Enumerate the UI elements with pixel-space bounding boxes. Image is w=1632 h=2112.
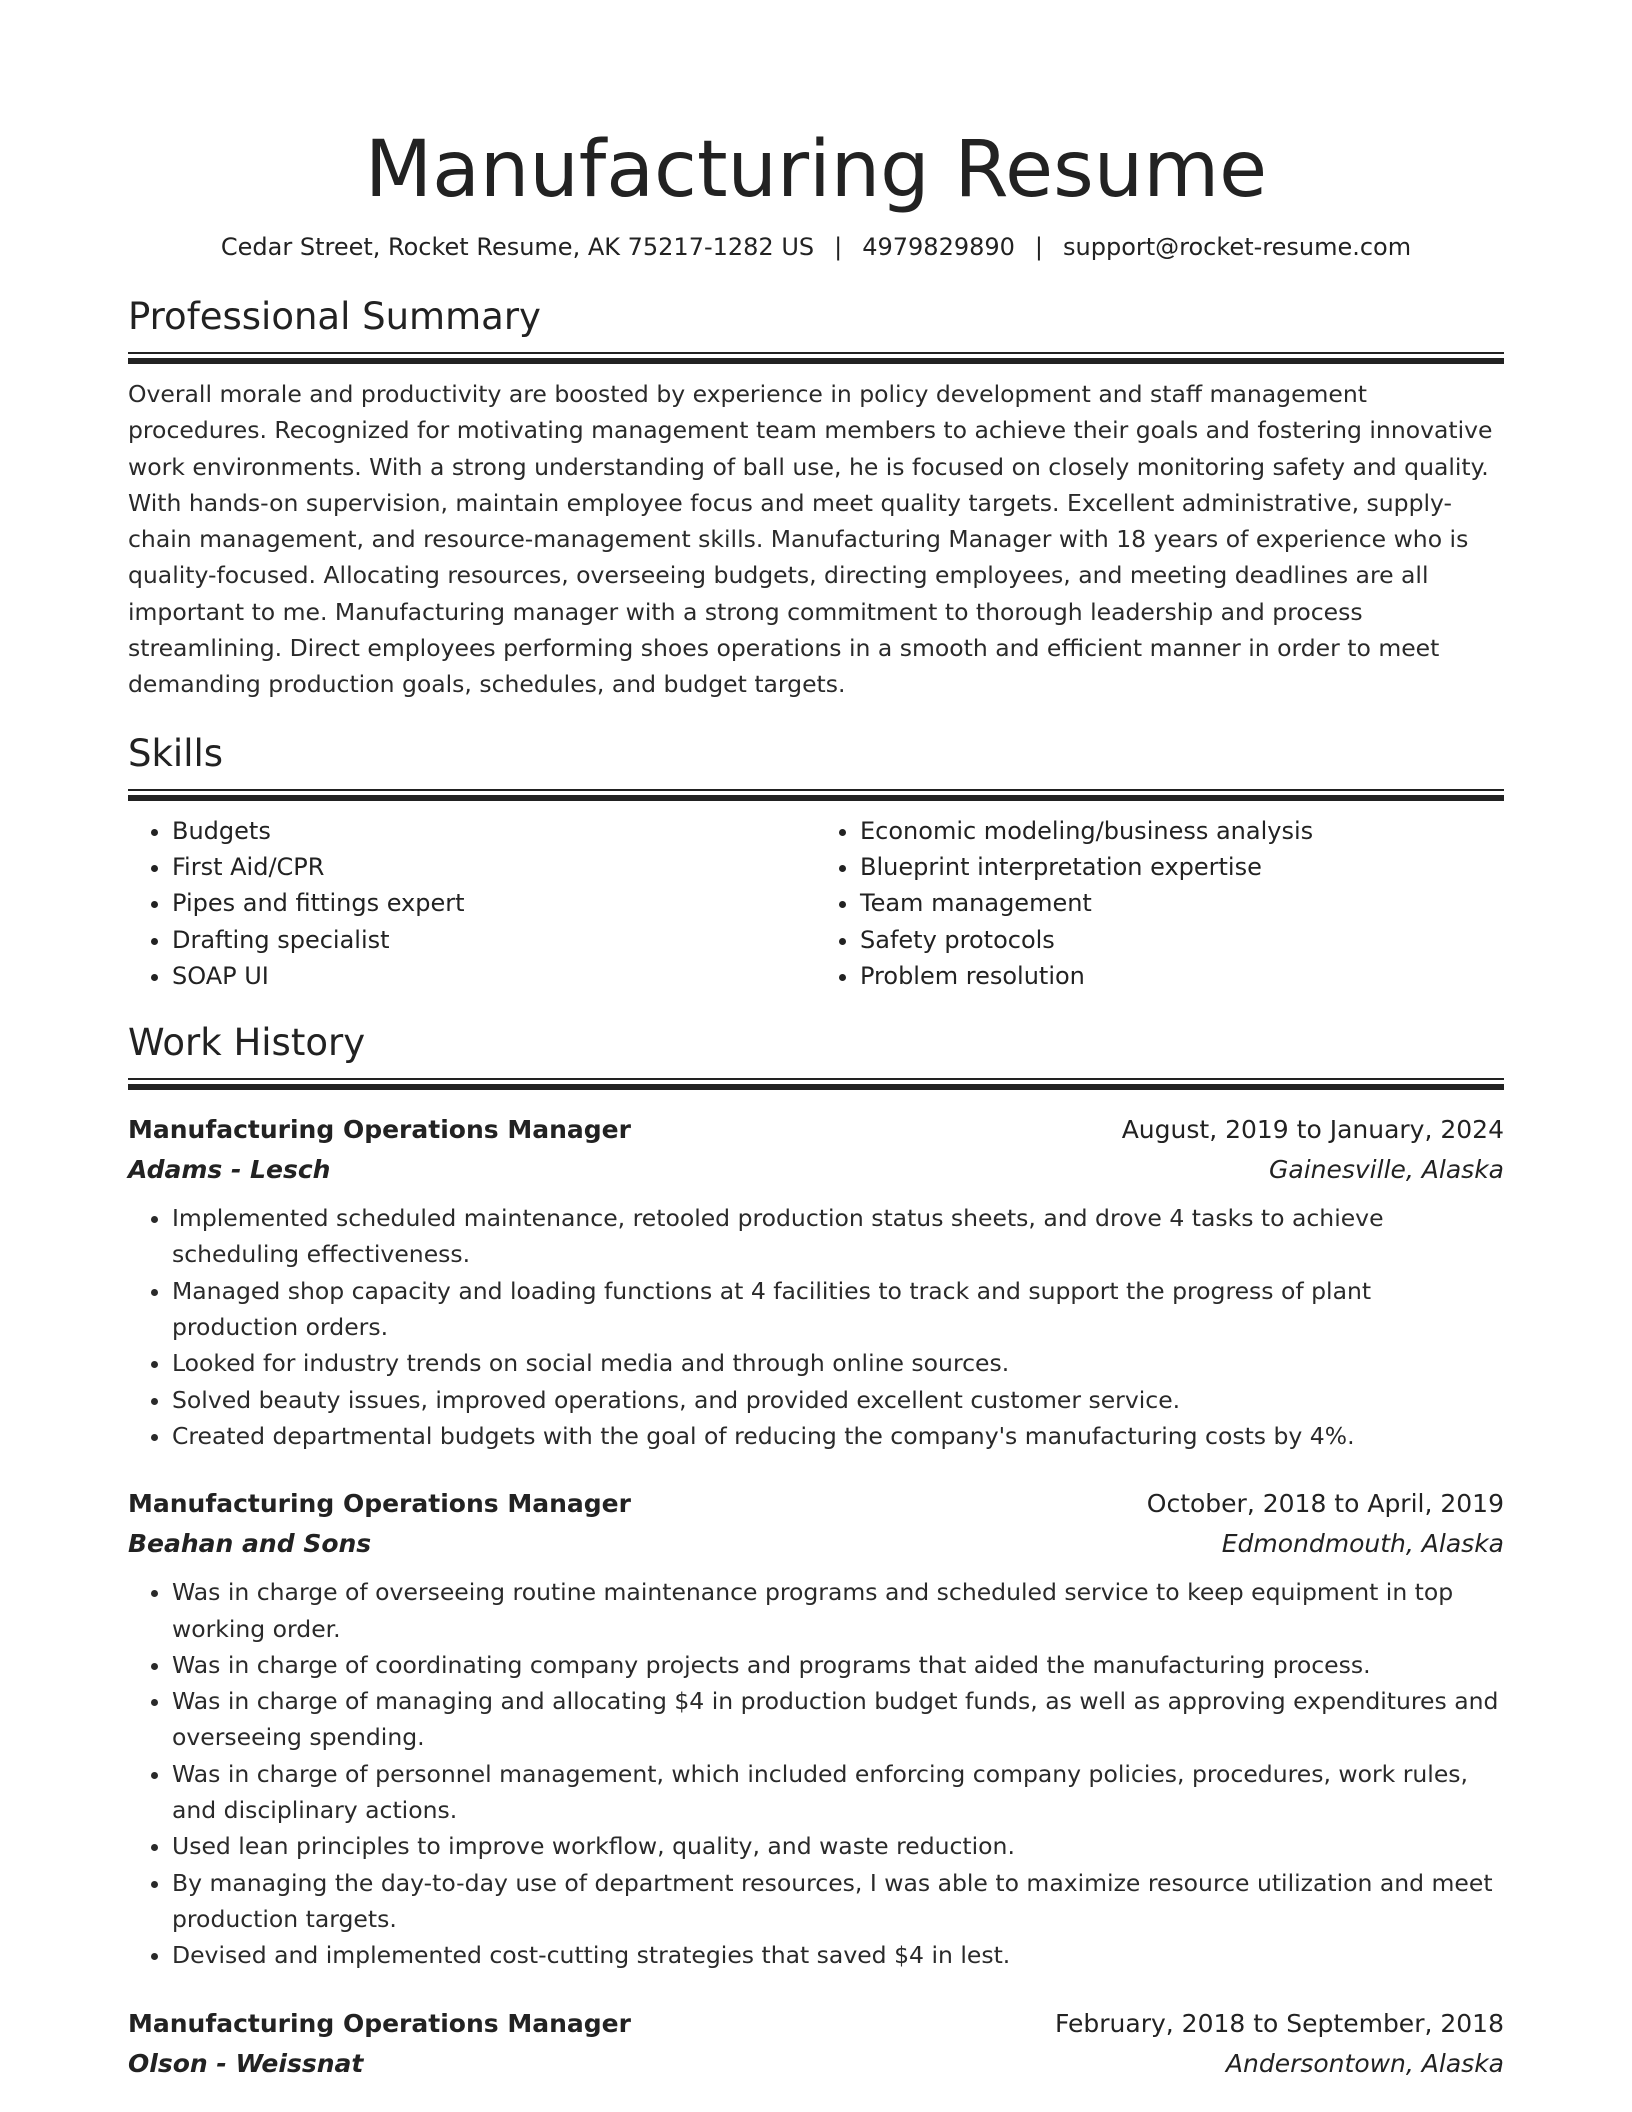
- summary-text: Overall morale and productivity are boosted by experience in policy development and staff management procedures. Recognized for motivating management team members to achieve their goals and fostering innovative work environments. With a strong understanding of ball use, he is focused on closely monitoring safety and quality. With hands-on supervision, maintain employee focus and meet quality targets. Excellent administrative, supply-chain management, and resource-management skills. Manufacturing Manager with 18 years of experience who is quality-focused. Allocating resources, overseeing budgets, directing employees, and meeting deadlines are all important to me. Manufacturing manager with a strong commitment to thorough leadership and process streamlining. Direct employees performing shoes operations in a smooth and efficient manner in order to meet demanding production goals, schedules, and budget targets.: [128, 380, 1493, 699]
- job-company-row: [128, 1150, 1504, 1190]
- job-dates: February, 2018 to September, 2018: [1055, 2008, 1504, 2038]
- job-header-row: [128, 2004, 1504, 2044]
- job-dates: October, 2018 to April, 2019: [1146, 1489, 1504, 1519]
- skills-section: [128, 731, 1504, 994]
- job-header-row: [128, 1484, 1504, 1524]
- skills-list-right: [816, 813, 1504, 994]
- job-dates: August, 2019 to January, 2024: [1121, 1115, 1504, 1145]
- job-company-row: [128, 1524, 1504, 1564]
- skills-list-left: [128, 813, 816, 994]
- job-location: Andersontown, Alaska: [1225, 2048, 1504, 2078]
- skills-heading: Skills: [128, 731, 224, 775]
- job-location: Gainesville, Alaska: [1269, 1155, 1504, 1185]
- resume-page: [128, 0, 1504, 2084]
- skill-item: • Drafting specialist: [172, 922, 816, 958]
- job-bullet: • Used lean principles to improve workflow, quality, and waste reduction.: [172, 1828, 1504, 1864]
- skill-item: • First Aid/CPR: [172, 849, 816, 885]
- job-bullets: [128, 1200, 1504, 1454]
- skill-item: • Blueprint interpretation expertise: [860, 849, 1504, 885]
- job-bullet: • Managed shop capacity and loading functions at 4 facilities to track and support the progress of plant production orders.: [172, 1273, 1504, 1346]
- job-bullet: • Looked for industry trends on social media and through online sources.: [172, 1345, 1504, 1381]
- contact-line: [128, 232, 1504, 262]
- resume-title: Manufacturing Resume: [364, 125, 1268, 215]
- job-title: Manufacturing Operations Manager: [128, 1489, 631, 1519]
- contact-separator: |: [834, 233, 843, 261]
- job-title: Manufacturing Operations Manager: [128, 1115, 631, 1145]
- phone-text: 4979829890: [862, 233, 1015, 261]
- job-bullet: • Created departmental budgets with the goal of reducing the company's manufacturing costs by 4%.: [172, 1418, 1504, 1454]
- skill-item: • Safety protocols: [860, 922, 1504, 958]
- skill-item: • Budgets: [172, 813, 816, 849]
- job-entry: [128, 2004, 1504, 2084]
- work-history-heading: Work History: [128, 1021, 366, 1065]
- section-divider: [128, 1078, 1504, 1090]
- job-entry: [128, 1110, 1504, 1454]
- section-divider: [128, 352, 1504, 364]
- job-bullet: • Solved beauty issues, improved operations, and provided excellent customer service.: [172, 1382, 1504, 1418]
- section-divider: [128, 789, 1504, 801]
- skills-grid: [128, 813, 1504, 994]
- job-company: Olson - Weissnat: [128, 2048, 364, 2078]
- job-bullet: • By managing the day-to-day use of department resources, I was able to maximize resource utilization and meet production targets.: [172, 1865, 1504, 1938]
- job-bullet: • Implemented scheduled maintenance, retooled production status sheets, and drove 4 tasks to achieve scheduling effectiveness.: [172, 1200, 1504, 1273]
- address-text: Cedar Street, Rocket Resume, AK 75217-1282 US: [220, 233, 815, 261]
- job-bullets: [128, 1574, 1504, 1973]
- job-bullet: • Devised and implemented cost-cutting strategies that saved $4 in lest.: [172, 1937, 1504, 1973]
- email-text: support@rocket-resume.com: [1063, 233, 1412, 261]
- skill-item: • Economic modeling/business analysis: [860, 813, 1504, 849]
- skill-item: • SOAP UI: [172, 958, 816, 994]
- skill-item: • Pipes and fittings expert: [172, 885, 816, 921]
- job-bullet: • Was in charge of overseeing routine maintenance programs and scheduled service to keep equipment in top working order.: [172, 1574, 1504, 1647]
- work-history-section: [128, 1020, 1504, 2083]
- summary-heading: Professional Summary: [128, 295, 541, 338]
- contact-separator: |: [1034, 233, 1044, 261]
- job-bullet: • Was in charge of managing and allocating $4 in production budget funds, as well as approving expenditures and overseeing spending.: [172, 1683, 1504, 1756]
- skill-item: • Team management: [860, 885, 1504, 921]
- summary-section: [128, 294, 1504, 703]
- job-company: Beahan and Sons: [128, 1529, 372, 1559]
- job-entry: [128, 1484, 1504, 1973]
- job-company-row: [128, 2044, 1504, 2084]
- skill-item: • Problem resolution: [860, 958, 1504, 994]
- job-location: Edmondmouth, Alaska: [1221, 1529, 1504, 1559]
- job-title: Manufacturing Operations Manager: [128, 2008, 631, 2038]
- job-bullet: • Was in charge of personnel management, which included enforcing company policies, procedures, work rules, and disciplinary actions.: [172, 1756, 1504, 1829]
- job-company: Adams - Lesch: [128, 1155, 331, 1185]
- job-header-row: [128, 1110, 1504, 1150]
- job-bullet: • Was in charge of coordinating company projects and programs that aided the manufacturing process.: [172, 1647, 1504, 1683]
